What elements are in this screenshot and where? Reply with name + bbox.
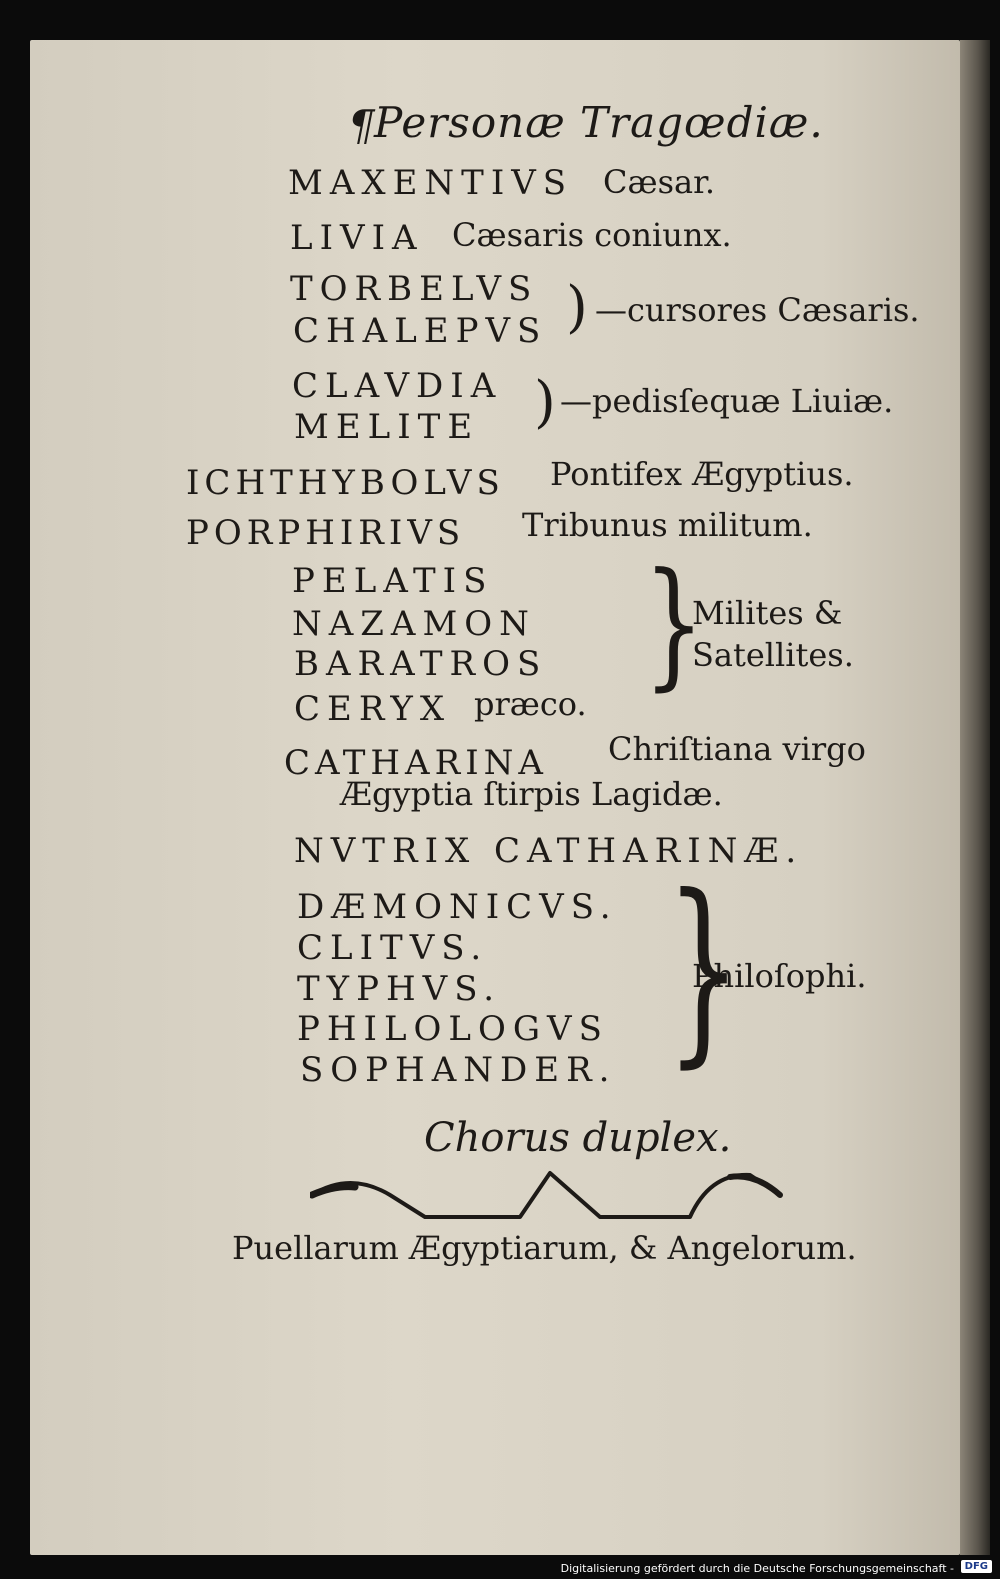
cast-milites-group-line1: Milites & bbox=[692, 594, 843, 632]
cast-pedisseq-role: —pedisſequæ Liuiæ. bbox=[560, 382, 894, 420]
cast-typhus: TYPHVS. bbox=[297, 969, 502, 1009]
bracket-ornament bbox=[310, 1165, 785, 1225]
footer-text: Digitalisierung gefördert durch die Deutsche Forschungsgemeinschaft - bbox=[560, 1562, 954, 1575]
cast-melite: MELITE bbox=[294, 407, 480, 447]
cast-catharina-role-line1: Chriſtiana virgo bbox=[608, 730, 866, 768]
cast-philologus: PHILOLOGVS bbox=[297, 1009, 609, 1049]
page-edge-shadow bbox=[960, 40, 990, 1555]
cast-daemonicus: DÆMONICVS. bbox=[297, 887, 618, 927]
cast-porphirius-role: Tribunus militum. bbox=[522, 506, 813, 544]
cast-nazamon: NAZAMON bbox=[292, 604, 536, 644]
cast-ichthybolus-role: Pontifex Ægyptius. bbox=[550, 455, 854, 493]
cast-livia-name: LIVIA bbox=[290, 218, 424, 258]
cast-philosophi-group: Philoſophi. bbox=[692, 957, 867, 995]
cast-catharina-name: CATHARINA bbox=[284, 743, 548, 783]
footer-bar bbox=[0, 1555, 1000, 1579]
cast-ichthybolus-name: ICHTHYBOLVS bbox=[186, 463, 505, 503]
cast-cursores-role: —cursores Cæsaris. bbox=[595, 291, 920, 329]
chorus-title: Chorus duplex. bbox=[424, 1115, 732, 1161]
paren-bracket: ) bbox=[534, 370, 556, 435]
chorus-subtitle: Puellarum Ægyptiarum, & Angelorum. bbox=[232, 1229, 857, 1267]
curly-brace: } bbox=[665, 853, 742, 1086]
cast-clitus: CLITVS. bbox=[297, 928, 489, 968]
cast-baratros: BARATROS bbox=[294, 644, 548, 684]
cast-claudia: CLAVDIA bbox=[292, 366, 503, 406]
cast-ceryx-role: præco. bbox=[474, 685, 587, 723]
cast-nutrix: NVTRIX CATHARINÆ. bbox=[294, 831, 804, 871]
title-mark: ¶ bbox=[348, 101, 376, 150]
cast-pelatis: PELATIS bbox=[292, 561, 494, 601]
dfg-logo: DFG bbox=[961, 1560, 992, 1573]
cast-catharina-role-line2: Ægyptia ſtirpis Lagidæ. bbox=[340, 775, 723, 813]
curly-brace: } bbox=[643, 543, 705, 704]
cast-milites-group-line2: Satellites. bbox=[692, 636, 854, 674]
cast-maxentius-role: Cæsar. bbox=[603, 163, 716, 201]
cast-maxentius-name: MAXENTIVS bbox=[288, 163, 574, 203]
paren-bracket: ) bbox=[566, 275, 588, 340]
cast-sophander: SOPHANDER. bbox=[300, 1050, 617, 1090]
cast-chalepus: CHALEPVS bbox=[293, 311, 548, 351]
cast-torbelus: TORBELVS bbox=[290, 269, 539, 309]
cast-porphirius-name: PORPHIRIVS bbox=[186, 513, 466, 553]
cast-livia-role: Cæsaris coniunx. bbox=[452, 216, 732, 254]
page-title: Personæ Tragœdiæ. bbox=[374, 98, 824, 147]
cast-ceryx: CERYX bbox=[294, 689, 452, 729]
